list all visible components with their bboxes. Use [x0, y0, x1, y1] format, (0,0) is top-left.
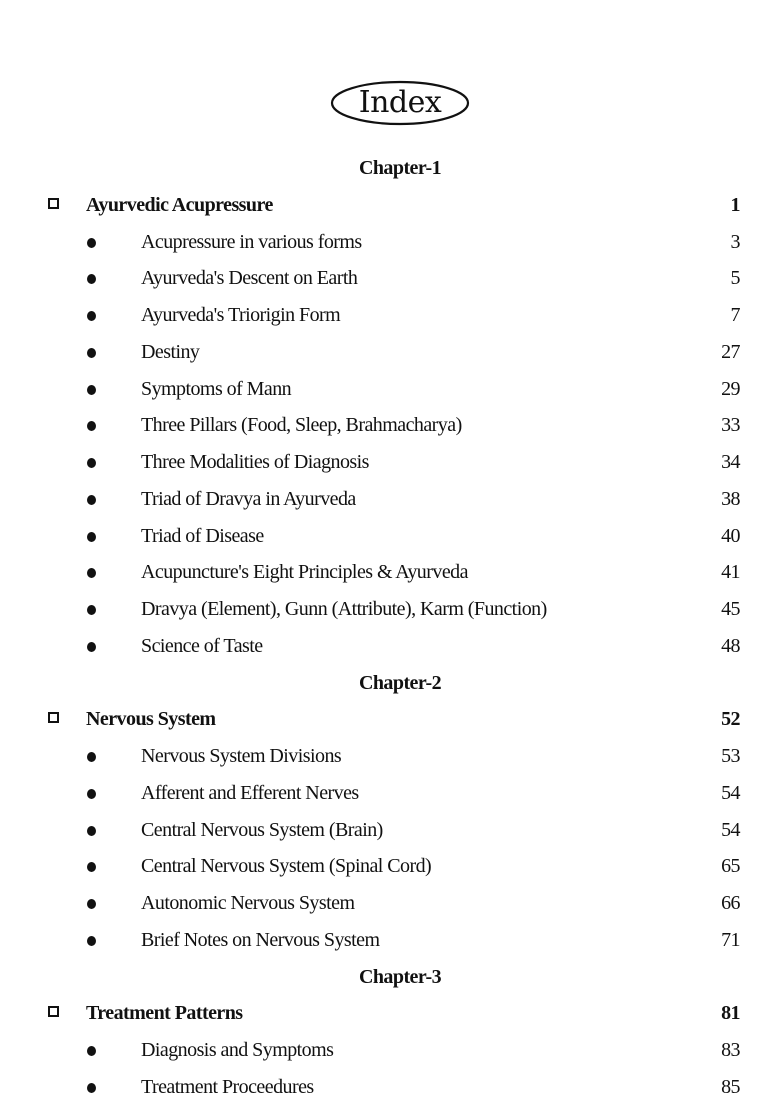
bullet-icon	[87, 274, 96, 284]
toc-entry[interactable]	[0, 738, 780, 775]
toc-entry[interactable]	[0, 224, 780, 261]
entry-label: Ayurveda's Descent on Earth	[141, 267, 358, 290]
entry-page-number: 41	[721, 561, 740, 584]
entry-page-number: 33	[721, 414, 740, 437]
toc-heading-entry[interactable]	[0, 995, 780, 1032]
index-title	[330, 80, 470, 126]
chapter-row	[0, 665, 780, 702]
entry-label: Dravya (Element), Gunn (Attribute), Karm (Function)	[141, 598, 547, 621]
toc-entry[interactable]	[0, 922, 780, 959]
toc-entry[interactable]	[0, 407, 780, 444]
bullet-icon	[87, 458, 96, 468]
entry-page-number: 71	[721, 928, 740, 951]
bullet-icon	[87, 568, 96, 578]
toc-entry[interactable]	[0, 444, 780, 481]
bullet-icon	[87, 605, 96, 615]
entry-label: Science of Taste	[141, 634, 263, 657]
toc-entry[interactable]	[0, 812, 780, 849]
toc-entry[interactable]	[0, 481, 780, 518]
toc-entry[interactable]	[0, 591, 780, 628]
entry-label: Brief Notes on Nervous System	[141, 928, 380, 951]
entry-page-number: 48	[721, 634, 740, 657]
heading-label: Ayurvedic Acupressure	[86, 193, 273, 216]
toc-entry[interactable]	[0, 297, 780, 334]
checkbox-square-icon	[48, 712, 59, 723]
bullet-icon	[87, 385, 96, 395]
bullet-icon	[87, 1083, 96, 1093]
toc-entry[interactable]	[0, 518, 780, 555]
entry-label: Triad of Dravya in Ayurveda	[141, 487, 356, 510]
toc-entry[interactable]	[0, 260, 780, 297]
heading-label: Nervous System	[86, 708, 216, 731]
entry-page-number: 66	[721, 892, 740, 915]
chapter-row	[0, 150, 780, 187]
entry-label: Afferent and Efferent Nerves	[141, 781, 359, 804]
entry-page-number: 27	[721, 340, 740, 363]
toc-heading-entry[interactable]	[0, 701, 780, 738]
toc-entry[interactable]	[0, 554, 780, 591]
entry-page-number: 65	[721, 855, 740, 878]
entry-page-number: 83	[721, 1039, 740, 1062]
index-title-text: Index	[358, 85, 442, 120]
bullet-icon	[87, 238, 96, 248]
checkbox-square-icon	[48, 198, 59, 209]
entry-page-number: 3	[730, 230, 740, 253]
chapter-heading: Chapter-2	[358, 671, 442, 694]
entry-page-number: 40	[721, 524, 740, 547]
heading-page-number: 1	[730, 193, 740, 216]
toc-heading-entry[interactable]	[0, 187, 780, 224]
entry-label: Central Nervous System (Brain)	[141, 818, 383, 841]
entry-label: Acupuncture's Eight Principles & Ayurveda	[141, 561, 468, 584]
entry-page-number: 85	[721, 1076, 740, 1098]
bullet-icon	[87, 826, 96, 836]
entry-label: Acupressure in various forms	[141, 230, 362, 253]
bullet-icon	[87, 311, 96, 321]
heading-page-number: 81	[721, 1002, 740, 1025]
entry-page-number: 54	[721, 781, 740, 804]
chapter-row	[0, 959, 780, 996]
bullet-icon	[87, 421, 96, 431]
entry-page-number: 34	[721, 451, 740, 474]
toc-entry[interactable]	[0, 848, 780, 885]
toc-entry[interactable]	[0, 628, 780, 665]
entry-label: Autonomic Nervous System	[141, 892, 355, 915]
entry-page-number: 38	[721, 487, 740, 510]
entry-page-number: 54	[721, 818, 740, 841]
entry-page-number: 45	[721, 598, 740, 621]
toc-entry[interactable]	[0, 885, 780, 922]
bullet-icon	[87, 532, 96, 542]
toc-entry[interactable]	[0, 775, 780, 812]
heading-page-number: 52	[721, 708, 740, 731]
entry-label: Three Pillars (Food, Sleep, Brahmacharya)	[141, 414, 462, 437]
bullet-icon	[87, 789, 96, 799]
bullet-icon	[87, 495, 96, 505]
entry-label: Central Nervous System (Spinal Cord)	[141, 855, 432, 878]
entry-label: Ayurveda's Triorigin Form	[141, 304, 341, 327]
bullet-icon	[87, 862, 96, 872]
bullet-icon	[87, 642, 96, 652]
bullet-icon	[87, 899, 96, 909]
checkbox-square-icon	[48, 1006, 59, 1017]
entry-page-number: 53	[721, 745, 740, 768]
entry-label: Triad of Disease	[141, 524, 264, 547]
toc-entry[interactable]	[0, 371, 780, 408]
entry-label: Three Modalities of Diagnosis	[141, 451, 369, 474]
bullet-icon	[87, 1046, 96, 1056]
chapter-heading: Chapter-3	[358, 965, 442, 988]
entry-label: Nervous System Divisions	[141, 745, 342, 768]
entry-label: Destiny	[141, 340, 200, 363]
toc-entry[interactable]	[0, 1032, 780, 1069]
toc-entry[interactable]	[0, 334, 780, 371]
heading-label: Treatment Patterns	[86, 1002, 243, 1025]
entry-page-number: 7	[730, 304, 740, 327]
entry-label: Treatment Proceedures	[141, 1076, 314, 1098]
entry-page-number: 5	[730, 267, 740, 290]
chapter-heading: Chapter-1	[358, 157, 442, 179]
entry-page-number: 29	[721, 377, 740, 400]
bullet-icon	[87, 348, 96, 358]
bullet-icon	[87, 752, 96, 762]
entry-label: Symptoms of Mann	[141, 377, 292, 400]
entry-label: Diagnosis and Symptoms	[141, 1039, 334, 1062]
bullet-icon	[87, 936, 96, 946]
toc-entry[interactable]	[0, 1069, 780, 1106]
